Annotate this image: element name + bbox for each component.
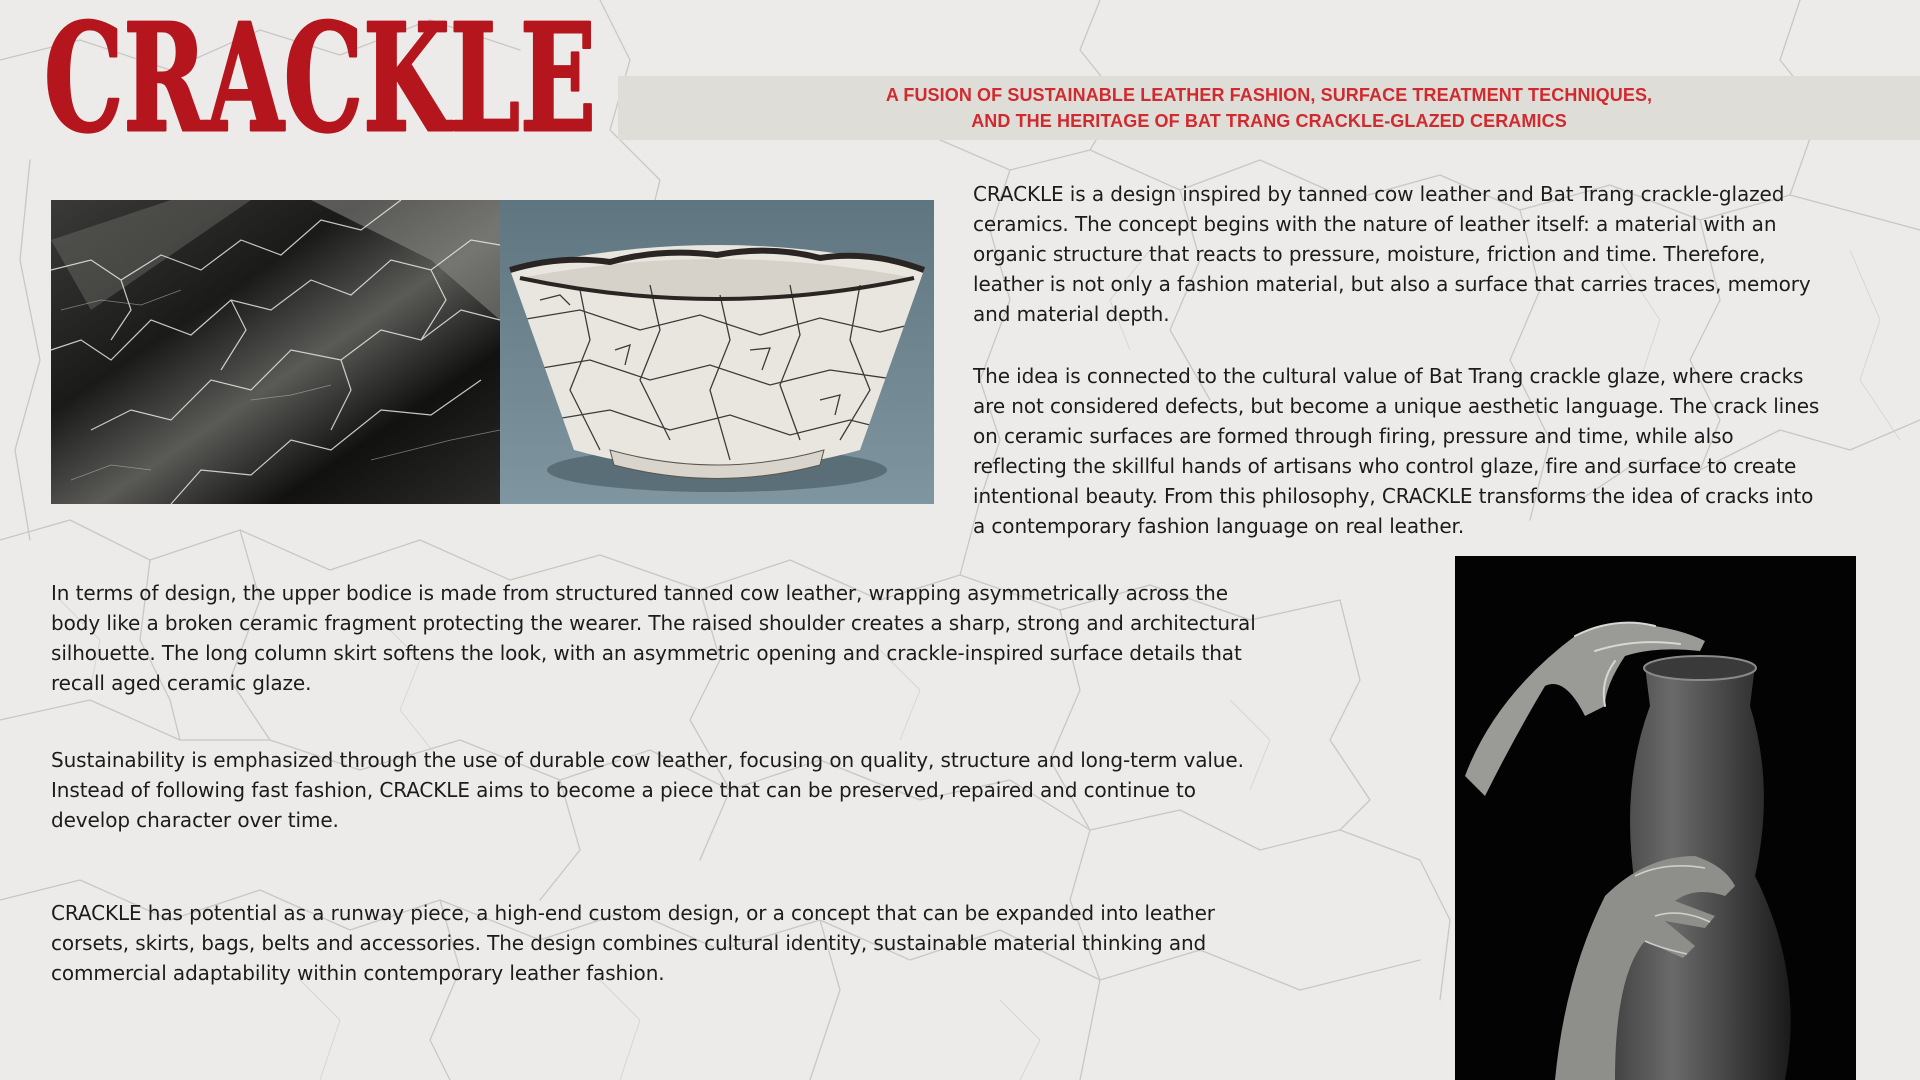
paragraph-line: CRACKLE has potential as a runway piece, a high-end custom design, or a concept that can be expanded into leather [51,901,1215,925]
intro-paragraph [973,179,1913,329]
brand-title-text: CRACKLE [44,0,596,165]
subtitle-band [618,76,1920,140]
paragraph-line: a contemporary fashion language on real leather. [973,514,1465,538]
paragraph-line: silhouette. The long column skirt softens the look, with an asymmetric opening and crackle-inspired surface details that [51,641,1242,665]
leather-texture-image [51,200,500,504]
paragraph-line: commercial adaptability within contemporary leather fashion. [51,961,665,985]
paragraph-line: organic structure that reacts to pressure, moisture, friction and time. Therefore, [973,242,1766,266]
design-paragraph [51,578,1411,698]
paragraph-line: In terms of design, the upper bodice is made from structured tanned cow leather, wrapping asymmetrically across the [51,581,1228,605]
paragraph-line: on ceramic surfaces are formed through firing, pressure and time, while also [973,424,1734,448]
paragraph-line: corsets, skirts, bags, belts and accessories. The design combines cultural identity, sustainable material thinking and [51,931,1207,955]
subtitle-line: AND THE HERITAGE OF BAT TRANG CRACKLE-GLAZED CERAMICS [971,111,1567,131]
paragraph-line: intentional beauty. From this philosophy, CRACKLE transforms the idea of cracks into [973,484,1814,508]
paragraph-line: leather is not only a fashion material, but also a surface that carries traces, memory [973,272,1811,296]
idea-paragraph [973,361,1913,541]
brand-title [44,0,604,165]
paragraph-line: Sustainability is emphasized through the use of durable cow leather, focusing on quality, structure and long-term value. [51,748,1244,772]
sustainability-paragraph [51,745,1411,835]
paragraph-line: recall aged ceramic glaze. [51,671,312,695]
potential-paragraph [51,898,1411,988]
paragraph-line: develop character over time. [51,808,339,832]
paragraph-line: ceramics. The concept begins with the nature of leather itself: a material with an [973,212,1777,236]
potter-hands-image [1455,556,1856,1080]
paragraph-line: The idea is connected to the cultural value of Bat Trang crackle glaze, where cracks [973,364,1804,388]
paragraph-line: body like a broken ceramic fragment protecting the wearer. The raised shoulder creates a sharp, strong and architectural [51,611,1256,635]
subtitle-line: A FUSION OF SUSTAINABLE LEATHER FASHION, SURFACE TREATMENT TECHNIQUES, [885,85,1653,105]
crackle-bowl-image [500,200,934,504]
paragraph-line: reflecting the skillful hands of artisans who control glaze, fire and surface to create [973,454,1797,478]
paragraph-line: Instead of following fast fashion, CRACKLE aims to become a piece that can be preserved, repaired and continue to [51,778,1196,802]
paragraph-line: CRACKLE is a design inspired by tanned cow leather and Bat Trang crackle-glazed [973,182,1785,206]
paragraph-line: and material depth. [973,302,1170,326]
paragraph-line: are not considered defects, but become a unique aesthetic language. The crack lines [973,394,1820,418]
